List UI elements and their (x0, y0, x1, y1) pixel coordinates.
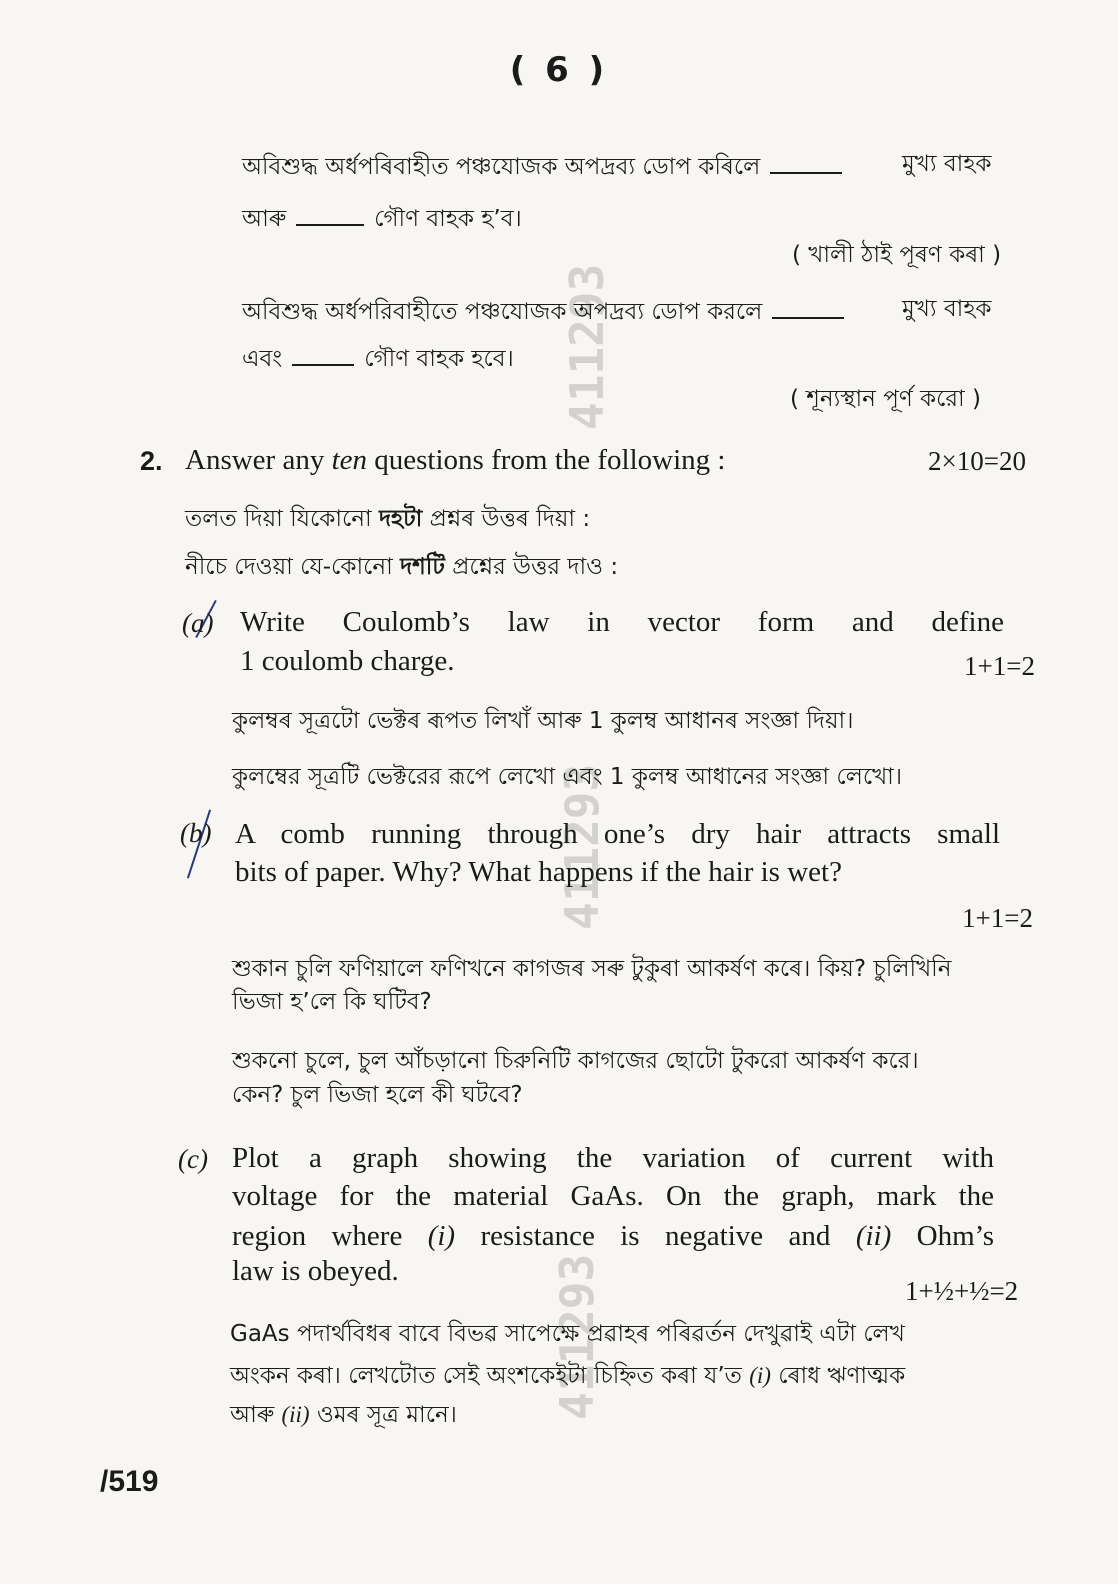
part-a-line1: Write Coulomb’s law in vector form and define (240, 606, 1004, 638)
part-c-line3 (232, 1220, 994, 1253)
text-segment: নীচে দেওয়া যে-কোনো (185, 554, 393, 580)
q2-marks: 2×10=20 (928, 446, 1026, 476)
part-a-line2: 1 coulomb charge. (240, 645, 455, 677)
text-segment: questions from the following : (374, 444, 726, 476)
part-c-line1: Plot a graph showing the variation of current with (232, 1142, 994, 1174)
text-segment: অবিশুদ্ধ অৰ্ধপৰিবাহীত পঞ্চযোজক অপদ্ৰব্য ডোপ কৰিলে (242, 154, 761, 180)
part-b-label: (b) (180, 818, 212, 848)
part-c-assamese-line1: GaAs পদাৰ্থবিধৰ বাবে বিভৱ সাপেক্ষে প্ৰৱাহৰ পৰিৱৰ্তন দেখুৱাই এটা লেখ (230, 1321, 905, 1347)
part-c-label: (c) (178, 1144, 208, 1174)
q1-bengali-line1 (242, 293, 854, 332)
text-segment: আৰু (242, 206, 287, 232)
blank-line (772, 317, 844, 319)
part-b-assamese-line2: ভিজা হ’লে কি ঘটিব? (232, 989, 432, 1015)
stamp-watermark: 411293 (550, 1253, 604, 1420)
text-segment: প্ৰশ্নৰ উত্তৰ দিয়া : (429, 506, 591, 532)
part-c-marks: 1+½+½=2 (905, 1276, 1019, 1306)
part-b-bengali-line1: শুকনো চুলে, চুল আঁচড়ানো চিরুনিটি কাগজের ছোটো টুকরো আকর্ষণ করে। (232, 1048, 919, 1074)
text-emphasis: দশটি (400, 554, 445, 580)
text-segment: Ohm’s (916, 1220, 994, 1252)
text-segment: region where (232, 1220, 403, 1252)
text-emphasis: (i) (427, 1220, 456, 1252)
part-c-assamese-line3 (230, 1396, 457, 1435)
text-emphasis: দহটা (378, 506, 423, 532)
text-segment: প্রশ্নের উত্তর দাও : (452, 554, 619, 580)
blank-line (292, 364, 354, 366)
page-number: ( 6 ) (509, 50, 609, 90)
q1-assamese-line1 (242, 148, 852, 187)
part-c-line2: voltage for the material GaAs. On the graph, mark the (232, 1180, 994, 1212)
stamp-watermark: 411293 (555, 763, 609, 930)
q1-assamese-instruction: ( খালী ঠাই পূৰণ কৰা ) (792, 242, 1002, 268)
blank-line (770, 172, 842, 174)
q1-bengali-line1-end: মুখ্য বাহক (902, 296, 992, 322)
text-segment: অংকন কৰা। লেখটোত সেই অংশকেইটা চিহ্নিত কৰা য’ত (230, 1363, 742, 1389)
text-segment: ওমৰ সূত্ৰ মানে। (316, 1402, 457, 1428)
stamp-watermark: 411293 (560, 263, 614, 430)
q1-assamese-line1-end: মুখ্য বাহক (902, 151, 992, 177)
part-b-bengali-line2: কেন? চুল ভিজা হলে কী ঘটবে? (232, 1082, 523, 1108)
part-b-assamese-line1: শুকান চুলি ফণিয়ালে ফণিখনে কাগজৰ সৰু টুকুৰা আকৰ্ষণ কৰে। কিয়? চুলিখিনি (232, 956, 952, 982)
q2-assamese-instruction (185, 500, 590, 539)
text-emphasis: (ii) (281, 1402, 310, 1427)
part-a-marks: 1+1=2 (964, 651, 1035, 681)
text-segment: resistance is negative and (480, 1220, 831, 1252)
page-footer-code: /519 (100, 1465, 159, 1498)
q1-bengali-instruction: ( শূন্যস্থান পূর্ণ করো ) (790, 386, 981, 412)
text-segment: Answer any (185, 444, 325, 476)
part-a-label: (a) (182, 608, 214, 638)
text-segment: অবিশুদ্ধ অর্ধপরিবাহীতে পঞ্চযোজক অপদ্রব্য ডোপ করলে (242, 299, 763, 325)
text-segment: এবং (242, 346, 283, 372)
blank-line (296, 224, 364, 226)
text-segment: আৰু (230, 1402, 275, 1428)
q1-bengali-line2 (242, 340, 514, 379)
part-c-line4: law is obeyed. (232, 1255, 399, 1287)
part-b-line1: A comb running through one’s dry hair attracts small (235, 818, 1000, 850)
part-b-marks: 1+1=2 (962, 903, 1033, 933)
text-emphasis: ten (331, 444, 368, 476)
question-number: 2. (140, 446, 163, 476)
text-segment: ৰোধ ঋণাত্মক (778, 1363, 906, 1389)
part-c-assamese-line2 (230, 1357, 905, 1396)
part-a-assamese: কুলম্বৰ সূত্ৰটো ভেক্টৰ ৰূপত লিখাঁ আৰু 1 কুলম্ব আধানৰ সংজ্ঞা দিয়া। (232, 708, 854, 734)
q1-assamese-line2 (242, 200, 522, 239)
q2-bengali-instruction (185, 548, 618, 587)
text-emphasis: (i) (749, 1363, 771, 1388)
q2-instruction (185, 444, 725, 477)
text-segment: গৌণ বাহক হ’ব। (374, 206, 522, 232)
part-a-bengali: কুলম্বের সূত্রটি ভেক্টরের রূপে লেখো এবং 1 কুলম্ব আধানের সংজ্ঞা লেখো। (232, 764, 903, 790)
text-segment: তলত দিয়া যিকোনো (185, 506, 372, 532)
text-emphasis: (ii) (855, 1220, 892, 1252)
part-b-line2: bits of paper. Why? What happens if the hair is wet? (235, 856, 842, 888)
text-segment: গৌণ বাহক হবে। (364, 346, 514, 372)
